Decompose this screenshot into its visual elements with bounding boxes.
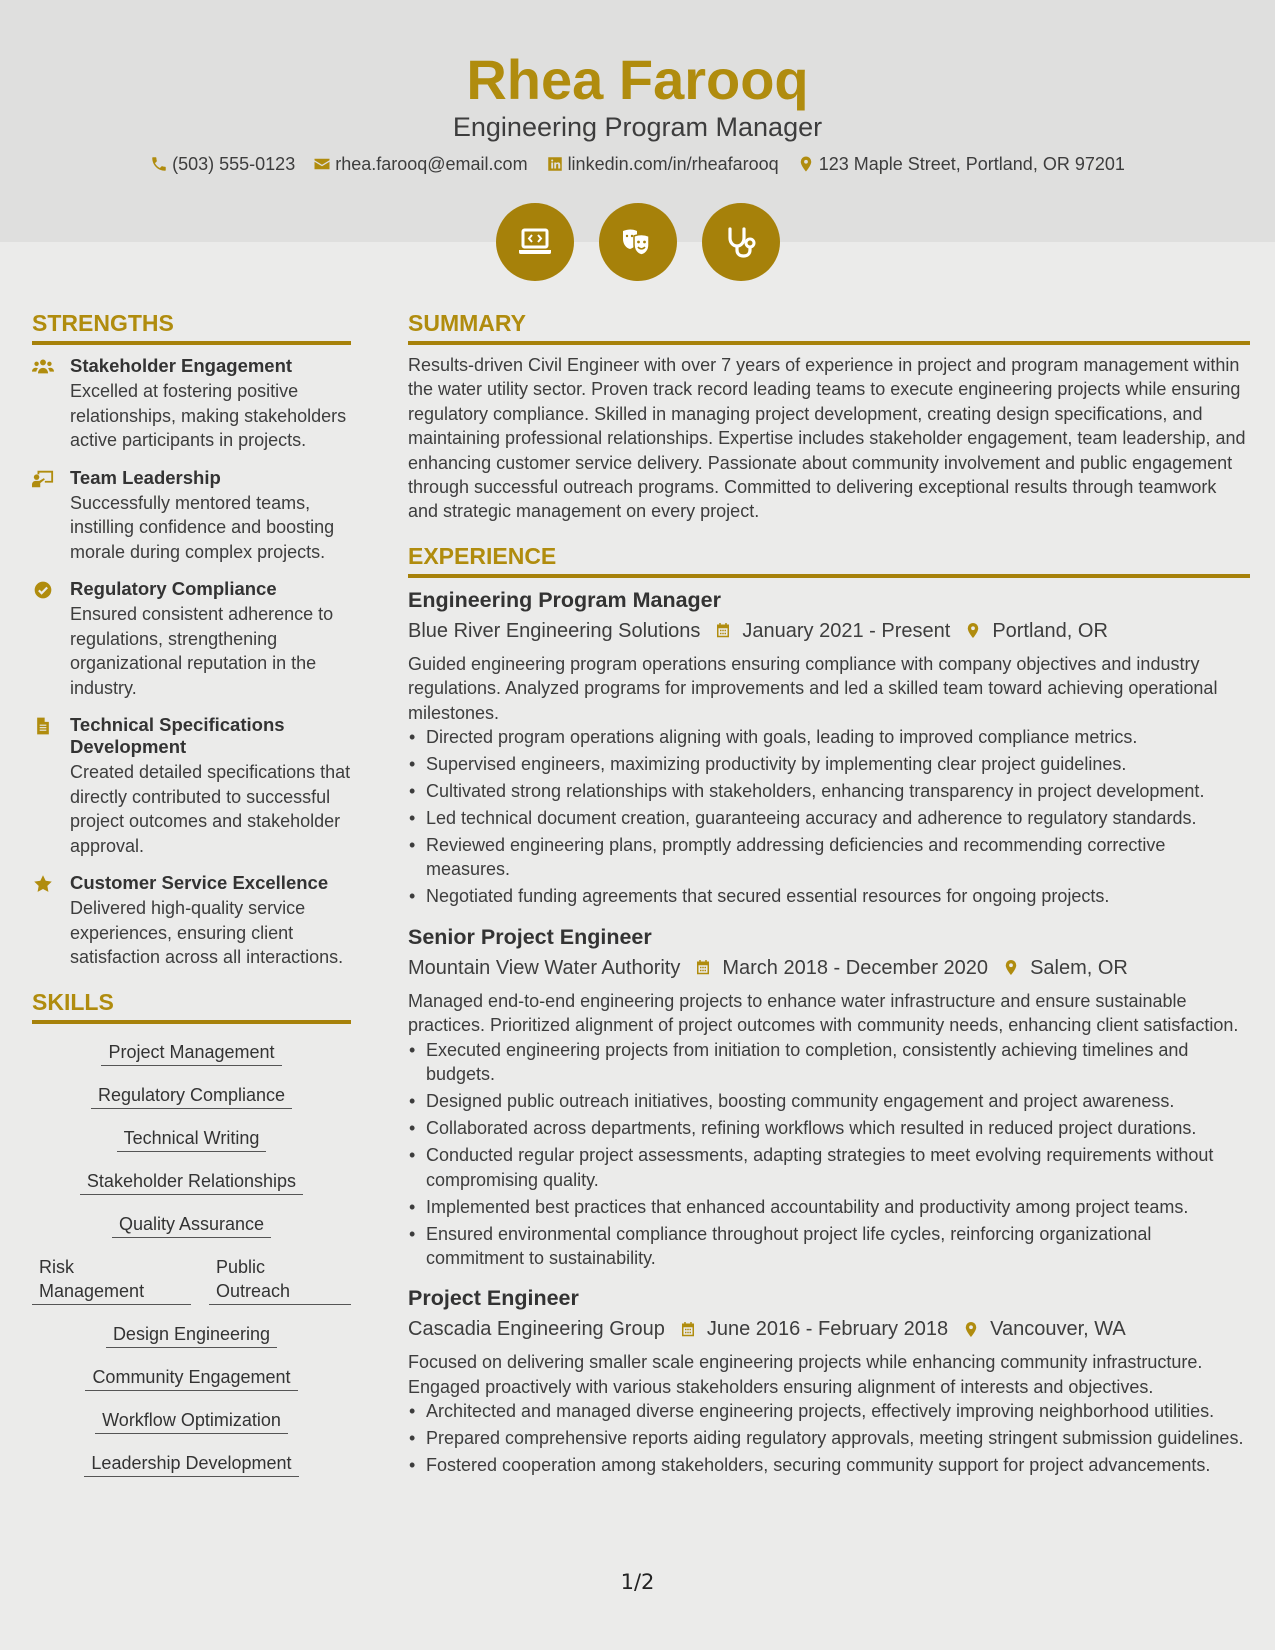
job-entry (408, 1284, 1250, 1477)
job-bullets (408, 725, 1250, 909)
strength-title: Technical Specifications Development (70, 714, 285, 757)
job-dates: June 2016 - February 2018 (706, 1318, 949, 1341)
left-column (32, 305, 351, 1477)
skill-tag: Regulatory Compliance (91, 1083, 292, 1109)
job-meta (408, 953, 1250, 983)
contact-email[interactable] (313, 152, 527, 176)
strengths-heading: STRENGTHS (32, 305, 351, 345)
job-company: Cascadia Engineering Group (408, 1318, 665, 1341)
job-bullet: • Architected and managed diverse engineering projects, effectively improving neighborhood utilities. (408, 1399, 1250, 1423)
strength-desc: Created detailed specifications that directly contributed to successful project outcomes and stakeholder approval. (70, 762, 351, 856)
job-list (408, 586, 1250, 1478)
interest-circle (702, 203, 780, 281)
linkedin-icon (546, 155, 564, 173)
skill-tag: Leadership Development (84, 1451, 298, 1477)
job-bullet: • Executed engineering projects from initiation to completion, consistently achieving timelines and budgets. (408, 1038, 1250, 1087)
skill-tag: Public Outreach (209, 1255, 351, 1305)
job-title: Engineering Program Manager (408, 587, 722, 612)
strength-title: Team Leadership (70, 466, 221, 488)
envelope-icon (313, 155, 331, 173)
contact-row (0, 152, 1275, 176)
strength-desc: Ensured consistent adherence to regulations, strengthening organizational reputation in the industry. (70, 604, 334, 698)
skill-tag: Project Management (101, 1040, 281, 1066)
skill-tag: Community Engagement (85, 1365, 297, 1391)
skill-tag: Quality Assurance (112, 1212, 271, 1238)
theater-masks-icon (618, 222, 658, 262)
page-number: 1/2 (620, 1570, 655, 1594)
job-bullet: • Implemented best practices that enhanced accountability and productivity among project teams. (408, 1195, 1250, 1219)
strength-item (32, 578, 351, 700)
strength-item (32, 467, 351, 565)
job-bullet: • Negotiated funding agreements that secured essential resources for ongoing projects. (408, 884, 1250, 908)
skills-list (32, 1040, 351, 1477)
calendar-icon (714, 621, 732, 640)
strength-title: Customer Service Excellence (70, 872, 329, 893)
job-location: Portland, OR (992, 619, 1108, 642)
strength-item (32, 355, 351, 453)
job-title: Senior Project Engineer (408, 924, 652, 949)
users-icon (32, 357, 54, 377)
linkedin-text: linkedin.com/in/rheafarooq (567, 154, 779, 174)
job-dates: March 2018 - December 2020 (722, 956, 989, 979)
summary-text: Results-driven Civil Engineer with over 7 years of experience in project and program management within the water utility sector. Proven track record leading teams to execute engineering projects while ensuring regulatory compliance. Skilled in managing project development, creating design specifications, and maintaining professional relationships. Expertise includes stakeholder engagement, team leadership, and enhancing customer service delivery. Passionate about community involvement and public engagement through successful outreach programs. Committed to delivering exceptional results through teamwork and strategic management on every project. (408, 355, 1246, 522)
interest-icons (0, 203, 1275, 281)
map-marker-icon (797, 155, 815, 173)
candidate-title: Engineering Program Manager (452, 112, 823, 142)
job-entry (408, 923, 1250, 1270)
job-bullet: • Prepared comprehensive reports aiding regulatory approvals, meeting stringent submission guidelines. (408, 1426, 1250, 1450)
job-bullets (408, 1399, 1250, 1477)
job-company: Mountain View Water Authority (408, 956, 681, 979)
strength-desc: Successfully mentored teams, instilling confidence and boosting morale during complex projects. (70, 492, 335, 562)
email-text: rhea.farooq@email.com (335, 154, 528, 174)
job-location: Vancouver, WA (990, 1318, 1126, 1341)
job-entry (408, 586, 1250, 909)
strength-desc: Delivered high-quality service experiences, ensuring client satisfaction across all interactions. (70, 898, 344, 967)
job-bullet: • Cultivated strong relationships with stakeholders, enhancing transparency in project development. (408, 779, 1250, 803)
skill-tag: Workflow Optimization (95, 1408, 288, 1434)
map-marker-icon (962, 1320, 980, 1339)
strength-title: Stakeholder Engagement (70, 355, 293, 376)
job-meta (408, 616, 1250, 646)
job-bullet: • Led technical document creation, guaranteeing accuracy and adherence to regulatory standards. (408, 806, 1250, 830)
job-bullet: • Ensured environmental compliance throughout project life cycles, reinforcing organizational commitment to sustainability. (408, 1222, 1250, 1271)
job-description: Managed end-to-end engineering projects to enhance water infrastructure and ensure sustainable practices. Prioritized alignment of project outcomes with community needs, enhancing client satisfaction. (408, 990, 1239, 1036)
job-company: Blue River Engineering Solutions (408, 619, 701, 642)
contact-address (797, 152, 1125, 176)
summary-heading: SUMMARY (408, 305, 1250, 345)
strength-desc: Excelled at fostering positive relationships, making stakeholders active participants in projects. (70, 381, 347, 450)
experience-heading: EXPERIENCE (408, 538, 1250, 578)
job-bullet: • Fostered cooperation among stakeholders, securing community support for project advancements. (408, 1453, 1250, 1477)
job-description: Focused on delivering smaller scale engineering projects while enhancing community infrastructure. Engaged proactively with various stakeholders ensuring alignment of interests and objectives. (408, 1352, 1203, 1397)
chalkboard-teacher-icon (32, 469, 54, 489)
star-icon (32, 874, 54, 894)
job-bullets (408, 1038, 1250, 1271)
strength-item (32, 872, 351, 970)
skill-tag: Technical Writing (117, 1126, 267, 1152)
map-marker-icon (1002, 958, 1020, 977)
laptop-code-icon (515, 222, 555, 262)
job-bullet: • Directed program operations aligning with goals, leading to improved compliance metrics. (408, 725, 1250, 749)
calendar-icon (694, 958, 712, 977)
address-text: 123 Maple Street, Portland, OR 97201 (818, 154, 1125, 174)
skill-tag: Design Engineering (106, 1322, 277, 1348)
job-bullet: • Supervised engineers, maximizing productivity by implementing clear project guidelines. (408, 752, 1250, 776)
job-bullet: • Conducted regular project assessments, adapting strategies to meet evolving requirements without compromising quality. (408, 1143, 1250, 1192)
strength-title: Regulatory Compliance (70, 578, 277, 599)
job-bullet: • Designed public outreach initiatives, boosting community engagement and project awareness. (408, 1089, 1250, 1113)
map-marker-icon (964, 621, 982, 640)
calendar-icon (679, 1320, 697, 1339)
job-description: Guided engineering program operations ensuring compliance with company objectives and industry regulations. Analyzed programs for improvements and led a skilled team toward achieving operational milestones. (408, 653, 1218, 723)
phone-icon (150, 155, 168, 173)
job-dates: January 2021 - Present (742, 619, 951, 642)
job-title: Project Engineer (408, 1286, 579, 1311)
skill-tag: Stakeholder Relationships (80, 1169, 303, 1195)
phone-text: (503) 555-0123 (172, 154, 296, 174)
job-meta (408, 1314, 1250, 1344)
interest-circle (599, 203, 677, 281)
candidate-name: Rhea Farooq (466, 48, 809, 111)
strength-item (32, 714, 351, 858)
skills-heading: SKILLS (32, 984, 351, 1024)
interest-circle (496, 203, 574, 281)
job-location: Salem, OR (1030, 956, 1128, 979)
right-column (408, 305, 1250, 1492)
stethoscope-icon (721, 222, 761, 262)
job-bullet: • Reviewed engineering plans, promptly addressing deficiencies and recommending corrective measures. (408, 833, 1250, 882)
file-icon (32, 716, 54, 736)
check-circle-icon (32, 580, 54, 600)
contact-phone[interactable] (150, 152, 295, 176)
contact-linkedin[interactable] (546, 152, 779, 176)
skill-tag: Risk Management (32, 1255, 191, 1305)
job-bullet: • Collaborated across departments, refining workflows which resulted in reduced project durations. (408, 1116, 1250, 1140)
